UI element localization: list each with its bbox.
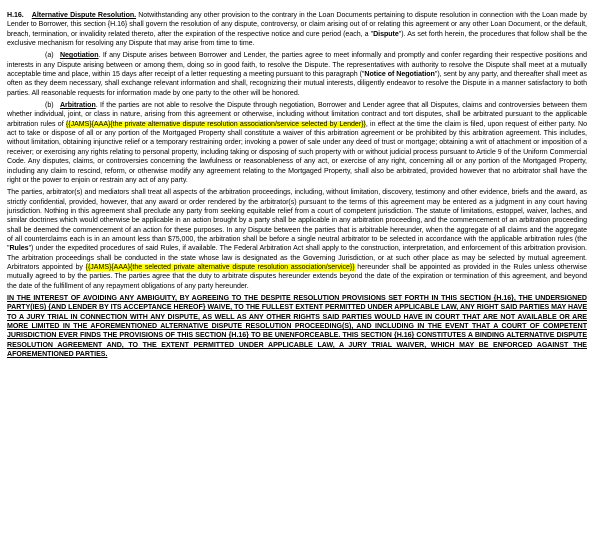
negotiation-text-b: "), sent by any party, and thereafter shall meet as often as they deem necessary, shall exchange relevant information and shall, recognizing their mutual interests, diligently endeavor to resolve the Dispute in a manner satisfactory to both parties. All reasonable requests for information made by one party to the other will be honored. bbox=[7, 71, 588, 97]
parties-text-d: hereunder shall be appointed as provided in the Rules unless otherwise mutually agreed to by the parties. The parties agree that the duty to arbitrate disputes hereunder extends beyond the date of the expiration or termination of this agreement, and beyond the date of the fulfillment of any repayment obligations of any party hereunder. bbox=[7, 263, 587, 290]
negotiation-paragraph bbox=[7, 51, 587, 98]
parties-text-a: The parties, arbitrator(s) and mediators shall treat all aspects of the arbitration proceedings, including, without limitation, discovery, testimony and other evidence, bbox=[7, 189, 512, 197]
defined-term-notice-of-negotiation: Notice of Negotiation bbox=[364, 71, 435, 79]
confidentiality-paragraph bbox=[7, 188, 587, 291]
defined-term-dispute: Dispute bbox=[373, 30, 399, 38]
parties-text-c: ") under the expedited procedures of said Rules, if available. The Federal Arbitration Act shall apply to the construction, interpretation, and enforcement of this arbitration provision. The arbitration proceedings shall be conducted in the state whose law is designated as the Governing Jurisdiction, or at such other place as may be selected by mutual agreement. Arbitrators appointed by bbox=[7, 245, 587, 271]
section-intro-text-end: "). As set forth herein, the procedures that follow shall be the exclusive mechanism for resolving any Dispute that may arise from time to time. bbox=[7, 30, 587, 48]
briefs-word: briefs bbox=[511, 189, 529, 197]
parties-text-b: and the award, as strictly confidential, provided, however, that any award or order rendered by the arbitrator(s) pursuant to the terms of this agreement may be entered as a judgment in any court having jurisdiction. Nothing in this agreement shall preclude any party from seeking equitable relief from a court of competent jurisdiction. The statute of limitations, estoppel, waiver, laches, and similar doctrines which would otherwise be applicable in an action brought by a party shall be applicable in any arbitration proceeding, and the commencement of an arbitration proceeding shall be deemed the commencement of an action for these purposes. In any Dispute between the parties that is arbitrable hereunder, when the aggregate of all claims and the aggregate of all counterclaims each is in an amount less than $75,000, the arbitration shall be before a single neutral arbitrator to be selected in accordance with the applicable arbitration rules (the " bbox=[7, 189, 587, 253]
arbitration-rules-placeholder: {{JAMS}{AAA}{the private alternative dispute resolution association/service selected by Lender}} bbox=[65, 120, 366, 128]
jury-waiver-paragraph: IN THE INTEREST OF AVOIDING ANY AMBIGUITY, BY AGREEING TO THE DESPITE RESOLUTION PROVISIONS SET FORTH IN THIS SECTION {H.16}, THE UNDERSIGNED PARTY(IES) {AND LENDER BY ITS ACCEPTANCE HEREOF} WAIVE, TO THE FULLEST EXTENT PERMITTED UNDER APPLICABLE LAW, ANY RIGHT SAID PARTIES MAY HAVE TO A JURY TRIAL IN CONNECTION WITH ANY DISPUTE, AS WELL AS ANY OTHER RIGHTS SAID PARTIES WOULD HAVE IN COURT THAT ARE NOT AVAILABLE OR ARE MORE LIMITED IN THE AFOREMENTIONED ALTERNATIVE DISPUTE RESOLUTION PROCEEDING(S), AND INCLUDING IN THE EVENT THAT A COURT OF COMPETENT JURISDICTION EVER FINDS THE PROVISIONS OF THIS SECTION {H.16} TO BE UNENFORCEABLE. THIS SECTION {H.16} CONSTITUTES A BINDING ALTERNATIVE DISPUTE RESOLUTION AGREEMENT AND, TO THE EXTENT PERMITTED UNDER APPLICABLE LAW, A JURY TRIAL WAIVER, WHICH MAY BE ENFORCED AGAINST THE AFOREMENTIONED PARTIES. bbox=[7, 294, 587, 359]
arbitrator-appointment-placeholder: {{JAMS}{AAA}{the selected private alternative dispute resolution association/service}} bbox=[85, 263, 355, 271]
negotiation-title: Negotiation bbox=[59, 52, 99, 60]
arbitration-label: (b) bbox=[45, 102, 54, 110]
arbitration-text-a: . If the parties are not able to resolve the Dispute through negotiation, Borrower and Lender agree that all Disputes, claims and controversies between them whether individual, joint, or class in nature, arising from this agreement or otherwise, including without limitation contract and tort disputes, shall be arbitrated pursuant to the applicable arbitration rules of bbox=[7, 102, 587, 128]
section-number: H.16. bbox=[7, 12, 24, 19]
arbitration-title: Arbitration bbox=[59, 102, 96, 110]
negotiation-text-a: . If any Dispute arises between Borrower and Lender, the parties agree to meet informally and promptly and confer regarding their respective positions and interests in any Dispute arising between or among them, doing so in good faith, to resolve the Dispute. The representatives with authority to resolve the Dispute shall meet at a mutually acceptable time and place, within 15 days after receipt of a letter requesting a meeting pursuant to this paragraph (" bbox=[7, 52, 587, 79]
defined-term-rules: Rules bbox=[9, 245, 29, 253]
section-title: Alternative Dispute Resolution. bbox=[31, 12, 137, 19]
arbitration-text-b: , in effect at the time the claim is filed, upon request of either party. No act to take or dispose of all or any portion of the Mortgaged Property shall constitute a waiver of this arbitration agreement or be prohibited by this arbitration agreement. This includes, without limitation, obtaining injunctive relief or a temporary restraining order; invoking a power of sale under any deed of trust or mortgage; obtaining a writ of attachment or imposition of a receiver; or exercising any rights relating to personal property, including taking or disposing of such property with or without judicial process pursuant to Article 9 of the Uniform Commercial Code. Any disputes, claims, or controversies concerning the lawfulness or reasonableness of any act, or exercise of any right, concerning all or any portion of the Mortgaged Property, including any claim to rescind, reform, or otherwise modify any agreement relating to the Mortgaged Property, shall also be arbitrated, provided however that no arbitrator shall have the right or the power to enjoin or restrain any act of any party. bbox=[7, 120, 587, 184]
negotiation-label: (a) bbox=[45, 52, 54, 60]
section-h16-paragraph bbox=[7, 11, 587, 48]
section-intro-text: Notwithstanding any other provision to the contrary in the Loan Documents pertaining to dispute resolution in connection with the Loan made by Lender to Borrower, this section {H.16} shall govern the resolution of any dispute, controversy, or claim arising out of or relating this agreement or any other Loan Document, or the default, breach, termination, or invalidity related thereto, after the expiration of the respective notice and cure period (each, a " bbox=[7, 12, 587, 38]
arbitration-paragraph bbox=[7, 101, 587, 185]
